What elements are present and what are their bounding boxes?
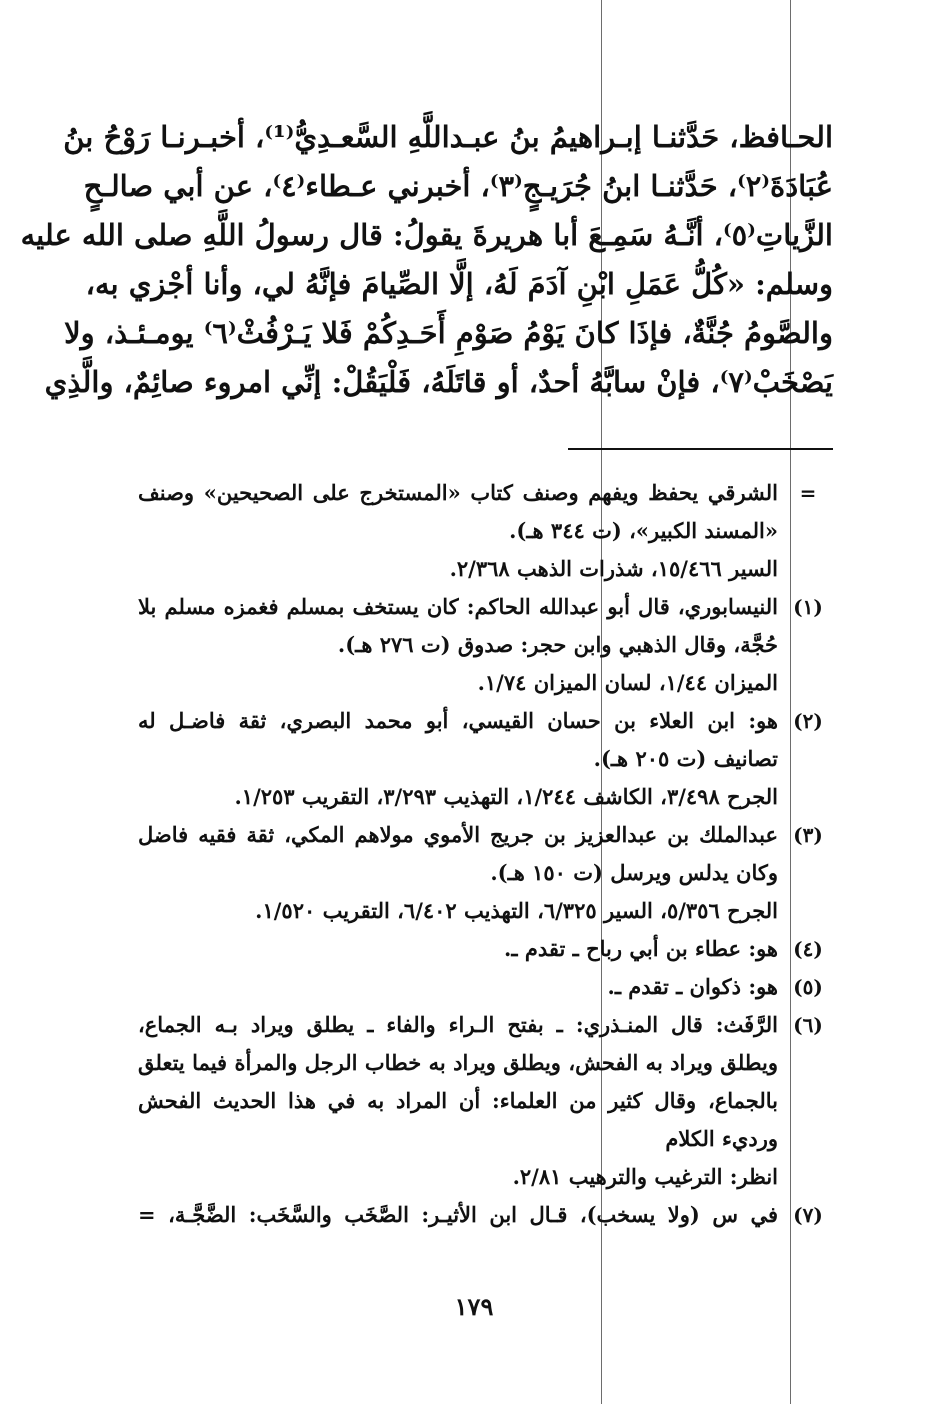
- main-text-line: الحـافظ، حَدَّثنـا إبـراهيمُ بنُ عبـداللَّهِ السَّعـدِيُّ⁽¹⁾، أخبـرنـا رَوْحُ بنُ: [63, 120, 833, 154]
- footnote: [138, 588, 838, 702]
- footnote: [138, 1196, 838, 1234]
- main-text: [20, 113, 833, 407]
- footnote-marker: (٥): [793, 975, 823, 999]
- footnote-line: في س (ولا يسخب)، قـال ابن الأثيـر: الصَّخَب والسَّخَب: الضَّجَّـة، =: [138, 1202, 778, 1227]
- footnote-marker: (٣): [793, 823, 823, 847]
- footnote-line: تصانيف (ت ٢٠٥ هـ).: [593, 746, 778, 771]
- footnote-line: هو: ابن العلاء بن حسان القيسي، أبو محمد البصري، ثقة فاضـل له: [138, 708, 779, 733]
- footnote-line: هو: ذكوان ـ تقدم ـ.: [607, 974, 778, 999]
- footnote-body: [138, 816, 778, 930]
- footnote-body: [138, 588, 778, 702]
- footnote-line: ويطلق ويراد به الفحش، ويطلق ويراد به خطاب الرجل والمرأة فيما يتعلق: [138, 1050, 778, 1075]
- footnote-marker: (٢): [793, 709, 823, 733]
- footnote-body: [138, 1006, 778, 1196]
- page-number: ١٧٩: [454, 1292, 494, 1321]
- footnote-marker: (٦): [793, 1013, 823, 1037]
- footnote: [138, 1006, 838, 1196]
- footnote: [138, 930, 838, 968]
- footnote: [138, 968, 838, 1006]
- footnote-line: الجرح ٥/٣٥٦، السير ٦/٣٢٥، التهذيب ٦/٤٠٢، التقريب ١/٥٢٠.: [255, 898, 778, 923]
- footnote-marker: =: [799, 481, 817, 505]
- footnote-separator: [568, 448, 833, 450]
- footnote-line: حُجَّة، وقال الذهبي وابن حجر: صدوق (ت ٢٧٦ هـ).: [337, 632, 778, 657]
- footnote-body: [138, 702, 778, 816]
- footnote-line: الجرح ٣/٤٩٨، الكاشف ١/٢٤٤، التهذيب ٣/٢٩٣، التقريب ١/٢٥٣.: [234, 784, 778, 809]
- footnote: [138, 816, 838, 930]
- footnote-line: «المسند الكبير»، (ت ٣٤٤ هـ).: [509, 518, 778, 543]
- footnote-line: الميزان ١/٤٤، لسان الميزان ١/٧٤.: [477, 670, 778, 695]
- footnote-body: [138, 968, 778, 1006]
- main-text-line: وسلم: «كُلُّ عَمَلِ ابْنِ آدَمَ لَهُ، إلَّا الصِّيامَ فإنَّهُ لي، وأنا أجْزي به،: [85, 267, 833, 301]
- main-text-line: يَصْخَبْ⁽٧⁾، فإنْ سابَّهُ أحدٌ، أو قاتَلَهُ، فَلْيَقُلْ: إنِّي امروء صائِمٌ، والَّذِي: [44, 365, 833, 399]
- footnote-line: انظر: الترغيب والترهيب ٢/٨١.: [512, 1164, 778, 1189]
- footnote-line: هو: عطاء بن أبي رباح ـ تقدم ـ.: [504, 936, 778, 961]
- footnote: [138, 702, 838, 816]
- footnote-line: وكان يدلس ويرسل (ت ١٥٠ هـ).: [490, 860, 778, 885]
- footnote-line: ورديء الكلام: [665, 1126, 778, 1151]
- footnote-line: الرَّفَث: قال المنـذري: ـ بفتح الـراء والفاء ـ يطلق ويراد بـه الجماع،: [138, 1012, 778, 1037]
- footnote-line: بالجماع، وقال كثير من العلماء: أن المراد به في هذا الحديث الفحش: [138, 1088, 778, 1113]
- main-text-line: الزَّياتِ⁽٥⁾، أنَّـهُ سَمِـعَ أبا هريرةَ يقولُ: قال رسولُ اللَّهِ صلى الله عليه: [20, 218, 833, 252]
- main-text-line: عُبَادَةَ⁽٢⁾، حَدَّثنـا ابنُ جُرَيـجٍ⁽٣⁾، أخبرني عـطاء⁽٤⁾، عن أبي صالـحٍ: [83, 169, 833, 203]
- footnote-body: [138, 474, 778, 588]
- footnote-body: [138, 930, 778, 968]
- footnotes: [138, 474, 838, 1234]
- footnote-body: [138, 1196, 778, 1234]
- footnote-marker: (٧): [793, 1203, 823, 1227]
- footnote-line: عبدالملك بن عبدالعزيز بن جريج الأموي مولاهم المكي، ثقة فقيه فاضل: [138, 822, 778, 847]
- footnote-line: النيسابوري، قال أبو عبدالله الحاكم: كان يستخف بمسلم فغمزه مسلم بلا: [138, 594, 778, 619]
- footnote: [138, 474, 838, 588]
- footnote-line: السير ١٥/٤٦٦، شذرات الذهب ٢/٣٦٨.: [449, 556, 778, 581]
- footnote-marker: (١): [793, 595, 823, 619]
- footnote-marker: (٤): [793, 937, 823, 961]
- footnote-line: الشرقي يحفظ ويفهم وصنف كتاب «المستخرج على الصحيحين» وصنف: [138, 480, 778, 505]
- main-text-line: والصَّومُ جُنَّةٌ، فإذَا كانَ يَوْمُ صَوْمِ أَحَـدِكُمْ فَلا يَـرْفُثْ⁽٦⁾ يومـئـذ، ولا: [64, 316, 833, 350]
